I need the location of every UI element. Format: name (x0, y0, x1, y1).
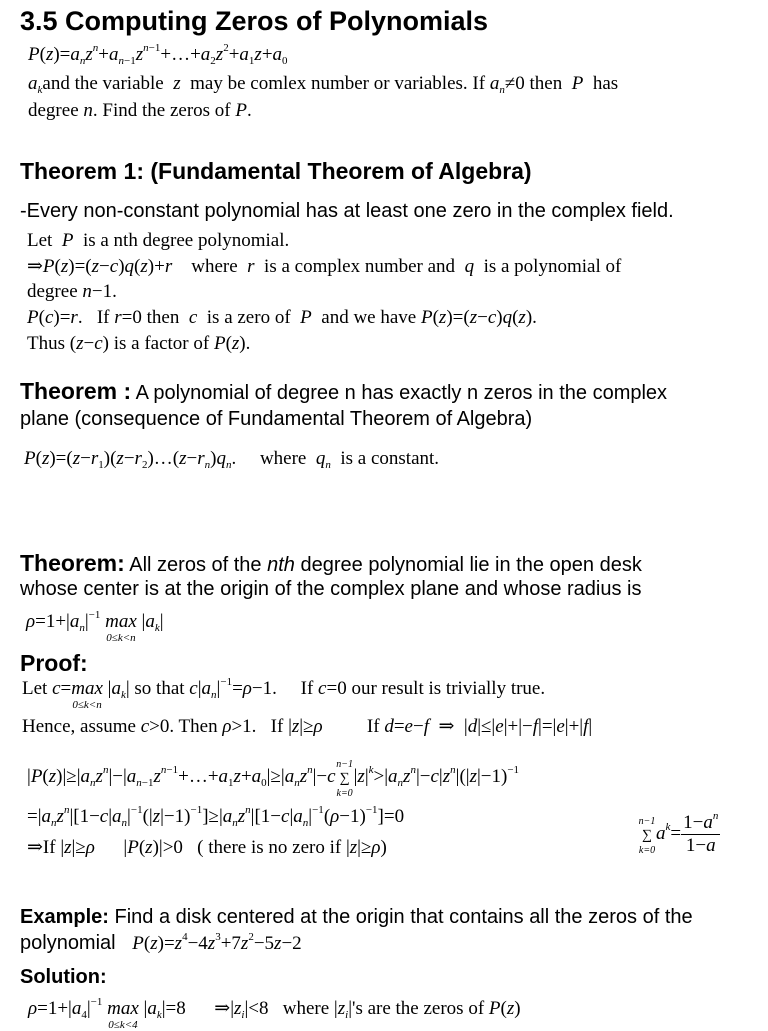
example-line-1 (20, 906, 693, 929)
example-line-2: polynomial $P(z)=z^4-4z^3+7z^2-5z-2$ (20, 931, 302, 954)
theorem1-statement: -Every non-constant polynomial has at least one zero in the complex field. (20, 200, 674, 222)
theorem1-line-2: ⇒P(z)=(z−c)q(z)+r where r is a complex number and q is a polynomial of (27, 256, 622, 277)
section-title: 3.5 Computing Zeros of Polynomials (20, 6, 489, 36)
theorem3-line-1 (20, 550, 642, 577)
theorem1-line-3: degree n−1. (27, 281, 117, 302)
proof-heading: Proof: (20, 650, 88, 676)
intro-text-1: and the variable (42, 73, 164, 94)
proof-so-that: so that (134, 678, 185, 699)
theorem2-text: A polynomial of degree n has exactly n zeros in the complex (135, 382, 668, 404)
t1-then: then (146, 307, 180, 328)
proof-line-3: $|P(z)|\ge|a_nz^n|-|a_{n-1}z^{n-1}+\dots+a_1z+a_0|\ge|a_nz^n|-c$ ∑ n−1 k=0 $|z|^k>|a_nz^n|-c|z^n|(|z|-1)^{-1}$ (27, 759, 520, 799)
intro-line-1: $a_kand$ the variable z may be comlex number or variables. If $a_n\ne 0$ then P has (28, 73, 619, 96)
proof-line-4: $=|a_nz^n|[1-c|a_n|^{-1}(|z|-1)^{-1}]\ge|a_nz^n|[1-c|a_n|^{-1}(\rho-1)^{-1}]=0$ (27, 804, 405, 829)
intro-text-4: has (592, 73, 619, 94)
intro-text-3: then (529, 73, 563, 94)
polynomial-definition: $P(z)=a_nz^n+a_{n-1}z^{n-1}+\dots+a_2z^2+a_1z+a_0$ (28, 42, 288, 67)
proof-if: If (300, 678, 314, 699)
theorem1-heading: Theorem 1: (Fundamental Theorem of Algebra) (20, 158, 532, 184)
theorem3-nth: nth (267, 554, 295, 576)
t2-const: is a constant. (340, 448, 440, 469)
geometric-sum-formula: ∑ n−1 k=0 $a^k=$ $\frac{1-a^n}{1-a}$ (638, 810, 719, 856)
t1-line2-text-2: is a polynomial of (483, 256, 622, 277)
theorem3-heading: Theorem: (20, 550, 125, 576)
solution-tail: 's are the zeros of (352, 998, 485, 1019)
proof-line-5: ⇒If |z|≥ρ |P(z)|>0 ( there is no zero if |z|≥ρ) (27, 837, 387, 858)
theorem2-formula: $P(z)=(z-r_1)(z-r_2)\dots(z-r_n)q_n$. where $q_n$ is a constant. (24, 448, 440, 471)
proof-if-3: If (366, 716, 380, 737)
theorem2-line-1 (20, 378, 667, 405)
proof-line-2: Hence, assume c>0. Then ρ>1. If |z|≥ρ If d=e−f ⇒ |d|≤|e|+|−f|=|e|+|f| (22, 716, 593, 737)
t1-let: Let (27, 230, 53, 251)
proof-no-zero: ( there is no zero if (197, 837, 342, 858)
t1-line4-text-2: and we have (321, 307, 417, 328)
intro-text-2: may be comlex number or variables. If (190, 73, 486, 94)
example-text-2: polynomial (20, 932, 116, 954)
t1-line1-text: is a nth degree polynomial. (82, 230, 290, 251)
example-label: Example: (20, 906, 109, 928)
solution-where: where (282, 998, 330, 1019)
proof-assume: Hence, assume (22, 716, 136, 737)
theorem2-line-2: plane (consequence of Fundamental Theorem of Algebra) (20, 408, 533, 430)
solution-line: $\rho=1+|a_4|^{-1}$ max 0≤k<4 $|a_k|=8$ $\Rightarrow|z_i|<8$ where $|z_i|'s$ are the zeros of P(z) (28, 996, 521, 1031)
theorem3-text-a: All zeros of the (129, 554, 262, 576)
theorem3-text-b: degree polynomial lie in the open desk (300, 554, 642, 576)
t1-where: where (191, 256, 238, 277)
example-text: Find a disk centered at the origin that contains all the zeros of the (114, 906, 693, 928)
solution-label: Solution: (20, 966, 107, 988)
t1-line4-text: is a zero of (206, 307, 291, 328)
proof-then: . Then (169, 716, 218, 737)
t2-where: where (259, 448, 307, 469)
proof-if-2: If (270, 716, 284, 737)
intro-text-5: degree (28, 100, 79, 121)
t1-line2-text: is a complex number and (264, 256, 456, 277)
theorem1-line-5: Thus (z−c) is a factor of P(z). (27, 333, 251, 354)
t1-thus: Thus (27, 333, 65, 354)
t1-if: If (96, 307, 110, 328)
theorem3-line-2: whose center is at the origin of the complex plane and whose radius is (20, 578, 642, 600)
intro-text-6: . Find the zeros of (92, 100, 231, 121)
t1-line5-text: is a factor of (113, 333, 210, 354)
theorem2-heading: Theorem : (20, 378, 132, 404)
radius-formula: $\rho=1+|a_n|^{-1}$ max 0≤k<n $|a_k|$ (26, 609, 164, 644)
intro-line-2: degree n. Find the zeros of P. (28, 100, 252, 121)
theorem1-line-1: Let P is a nth degree polynomial. (27, 230, 290, 251)
proof-let: Let (22, 678, 48, 699)
proof-line-1: Let c=max 0≤k<n $|a_k|$ so that $c|a_n|^{-1}=\rho-1$. If c=0 our result is trivially true. (22, 676, 546, 711)
t1-degree: degree (27, 281, 78, 302)
proof-trivial: our result is trivially true. (351, 678, 546, 699)
proof-if-4: If (42, 837, 56, 858)
theorem1-line-4: P(c)=r. If r=0 then c is a zero of P and we have P(z)=(z−c)q(z). (27, 307, 537, 328)
